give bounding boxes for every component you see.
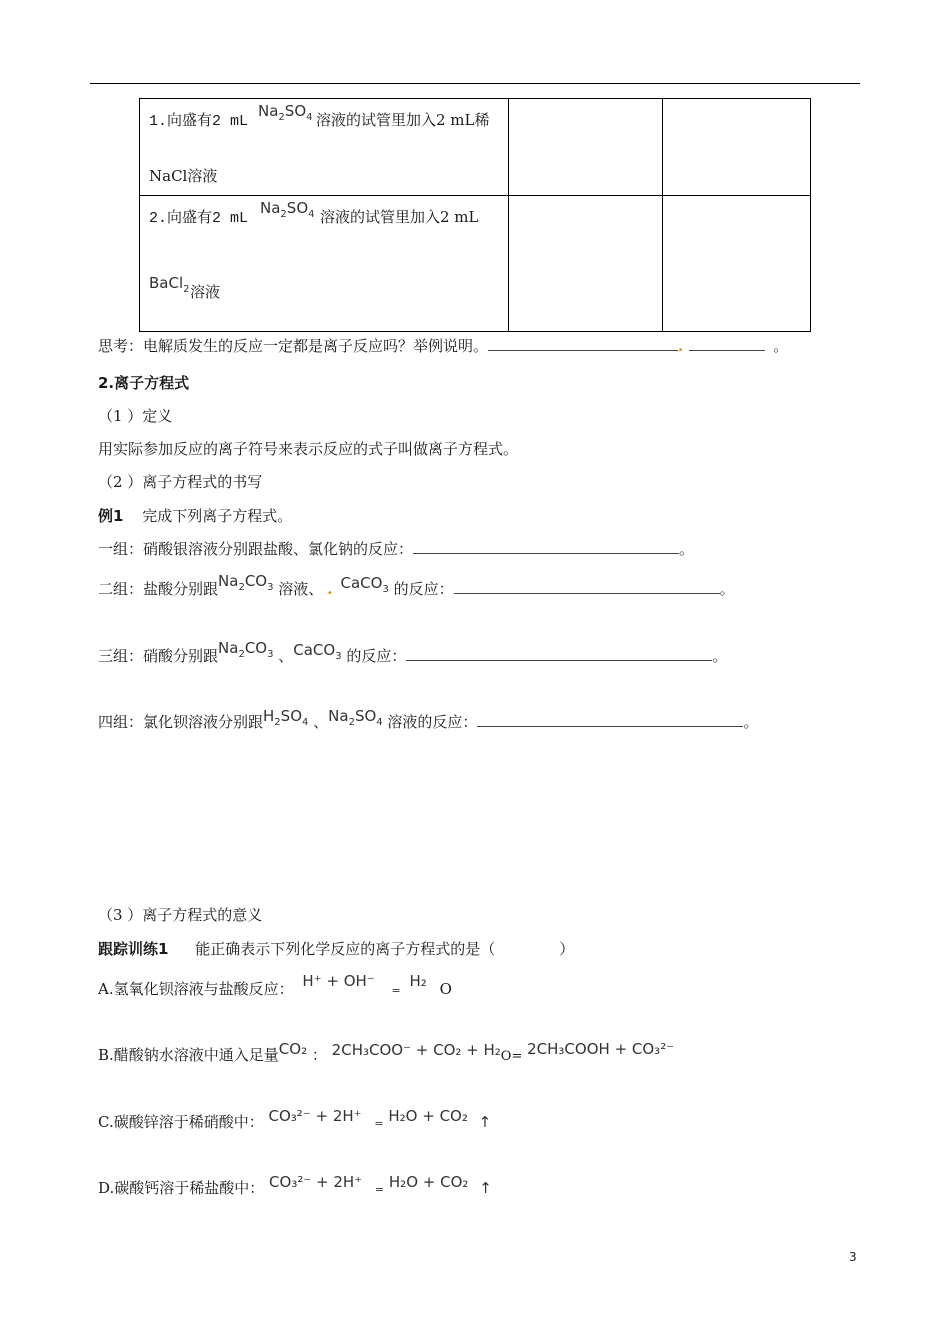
option-b-rhs: 2CH₃COOH + CO₃²⁻: [527, 1040, 675, 1058]
example-label: 例1: [98, 507, 124, 525]
row1-text-pre: 1.向盛有2 mL: [149, 113, 249, 130]
table-cell-conclusion-2: [663, 196, 811, 332]
group3-pre: 三组：硝酸分别跟: [98, 647, 219, 665]
table-cell-procedure-2: [140, 196, 509, 332]
option-b[interactable]: [98, 1040, 675, 1065]
arrow-up-icon: ↑: [478, 1113, 492, 1131]
option-d-lhs: CO₃²⁻ + 2H⁺: [269, 1173, 363, 1191]
option-c-lhs: CO₃²⁻ + 2H⁺: [268, 1107, 362, 1125]
group4-mid: 、: [308, 713, 329, 731]
sub-heading-2: （2 ）离子方程式的书写: [98, 473, 263, 491]
option-a-rhs: H₂: [409, 972, 427, 990]
group3-mid: 、: [273, 647, 294, 665]
row2-line2-post: 溶液: [190, 283, 221, 301]
group3-end: 。: [712, 647, 728, 665]
row1-line2: NaCl溶液: [149, 167, 218, 185]
option-b-colon: ：: [311, 1046, 327, 1064]
option-c-text: C.碳酸锌溶于稀硝酸中：: [98, 1113, 264, 1131]
sub-heading-3: （3 ）离子方程式的意义: [98, 906, 263, 924]
group2-end: 。: [719, 580, 735, 598]
table-cell-phenomenon-1: [508, 99, 663, 196]
group3-post: 的反应：: [341, 647, 407, 665]
option-d-eqsign: =: [374, 1183, 385, 1196]
answer-blank[interactable]: [689, 336, 765, 351]
example-text: 完成下列离子方程式。: [142, 507, 293, 525]
answer-blank[interactable]: [454, 579, 720, 594]
group2-dot: .: [327, 580, 333, 598]
row1-formula: $Na_2SO_4$: [258, 102, 313, 123]
group4-formula-1: $H_2SO_4$: [263, 707, 309, 728]
think-end: 。: [773, 337, 789, 355]
option-c[interactable]: [98, 1107, 492, 1132]
practice-line: [98, 938, 574, 959]
option-d-rhs: H₂O + CO₂: [388, 1173, 469, 1191]
option-a[interactable]: [98, 972, 452, 999]
row1-text-post: 溶液的试管里加入2 mL稀: [316, 111, 490, 129]
group4-pre: 四组：氯化钡溶液分别跟: [98, 713, 264, 731]
row2-formula: $Na_2SO_4$: [260, 199, 315, 220]
group1-line: [98, 538, 694, 559]
option-a-text: A.氢氧化钡溶液与盐酸反应：: [98, 980, 294, 998]
practice-close: ）: [559, 940, 575, 958]
experiment-table: [139, 98, 811, 332]
row2-text-post: 溶液的试管里加入2 mL: [320, 208, 479, 226]
header-rule: [90, 83, 860, 84]
option-a-tail: O: [439, 980, 452, 998]
sub-heading-1: （1 ）定义: [98, 407, 173, 425]
arrow-up-icon: ↑: [479, 1179, 492, 1197]
answer-blank[interactable]: [477, 712, 743, 727]
group4-line: [98, 707, 759, 734]
think-dot: .: [678, 337, 684, 355]
row2-line2-formula: BaCl$_2$: [149, 274, 190, 295]
group4-post: 溶液的反应：: [382, 713, 478, 731]
group2-formula-2: CaCO$_3$: [340, 574, 389, 595]
option-b-gas: CO₂: [278, 1040, 308, 1058]
group3-formula-1: $Na_2CO_3$: [218, 639, 274, 660]
table-cell-procedure-1: [140, 99, 509, 196]
option-a-lhs: H⁺ + OH⁻: [302, 972, 375, 990]
table-row: [140, 196, 811, 332]
group2-line: [98, 572, 735, 601]
think-text: 思考：电解质发生的反应一定都是离子反应吗？举例说明。: [98, 337, 489, 355]
practice-question: 能正确表示下列化学反应的离子方程式的是（: [195, 940, 496, 958]
table-row: [140, 99, 811, 196]
answer-blank[interactable]: [413, 539, 679, 554]
option-c-eqsign: =: [374, 1117, 384, 1130]
group4-formula-2: $Na_2SO_4$: [328, 707, 383, 728]
option-d[interactable]: [98, 1173, 492, 1198]
answer-blank[interactable]: [488, 336, 678, 351]
group2-post: 的反应：: [388, 580, 454, 598]
option-d-text: D.碳酸钙溶于稀盐酸中：: [98, 1179, 265, 1197]
definition-text: 用实际参加反应的离子符号来表示反应的式子叫做离子方程式。: [98, 440, 519, 458]
option-b-lhs: 2CH₃COO⁻ + CO₂ + H₂: [331, 1041, 501, 1059]
option-b-tail: O=: [500, 1049, 523, 1064]
group3-line: [98, 639, 728, 668]
group2-mid: 溶液、: [273, 580, 324, 598]
option-c-rhs: H₂O + CO₂: [388, 1107, 468, 1125]
think-line: [98, 335, 788, 356]
option-a-eqsign: =: [391, 984, 401, 997]
page-number: 3: [849, 1250, 857, 1264]
answer-blank[interactable]: [406, 646, 712, 661]
group3-formula-2: CaCO$_3$: [293, 641, 342, 662]
group1-text: 一组：硝酸银溶液分别跟盐酸、氯化钠的反应：: [98, 540, 414, 558]
table-cell-conclusion-1: [663, 99, 811, 196]
example-line: [98, 505, 292, 526]
group4-end: 。: [743, 713, 759, 731]
group2-formula-1: $Na_2CO_3$: [218, 572, 274, 593]
practice-label: 跟踪训练1: [98, 940, 169, 958]
row2-text-pre: 2.向盛有2 mL: [149, 210, 249, 227]
group1-end: 。: [679, 540, 695, 558]
section-heading: 2.离子方程式: [98, 374, 190, 392]
group2-pre: 二组：盐酸分别跟: [98, 580, 219, 598]
table-cell-phenomenon-2: [508, 196, 663, 332]
option-b-text: B.醋酸钠水溶液中通入足量: [98, 1046, 279, 1064]
